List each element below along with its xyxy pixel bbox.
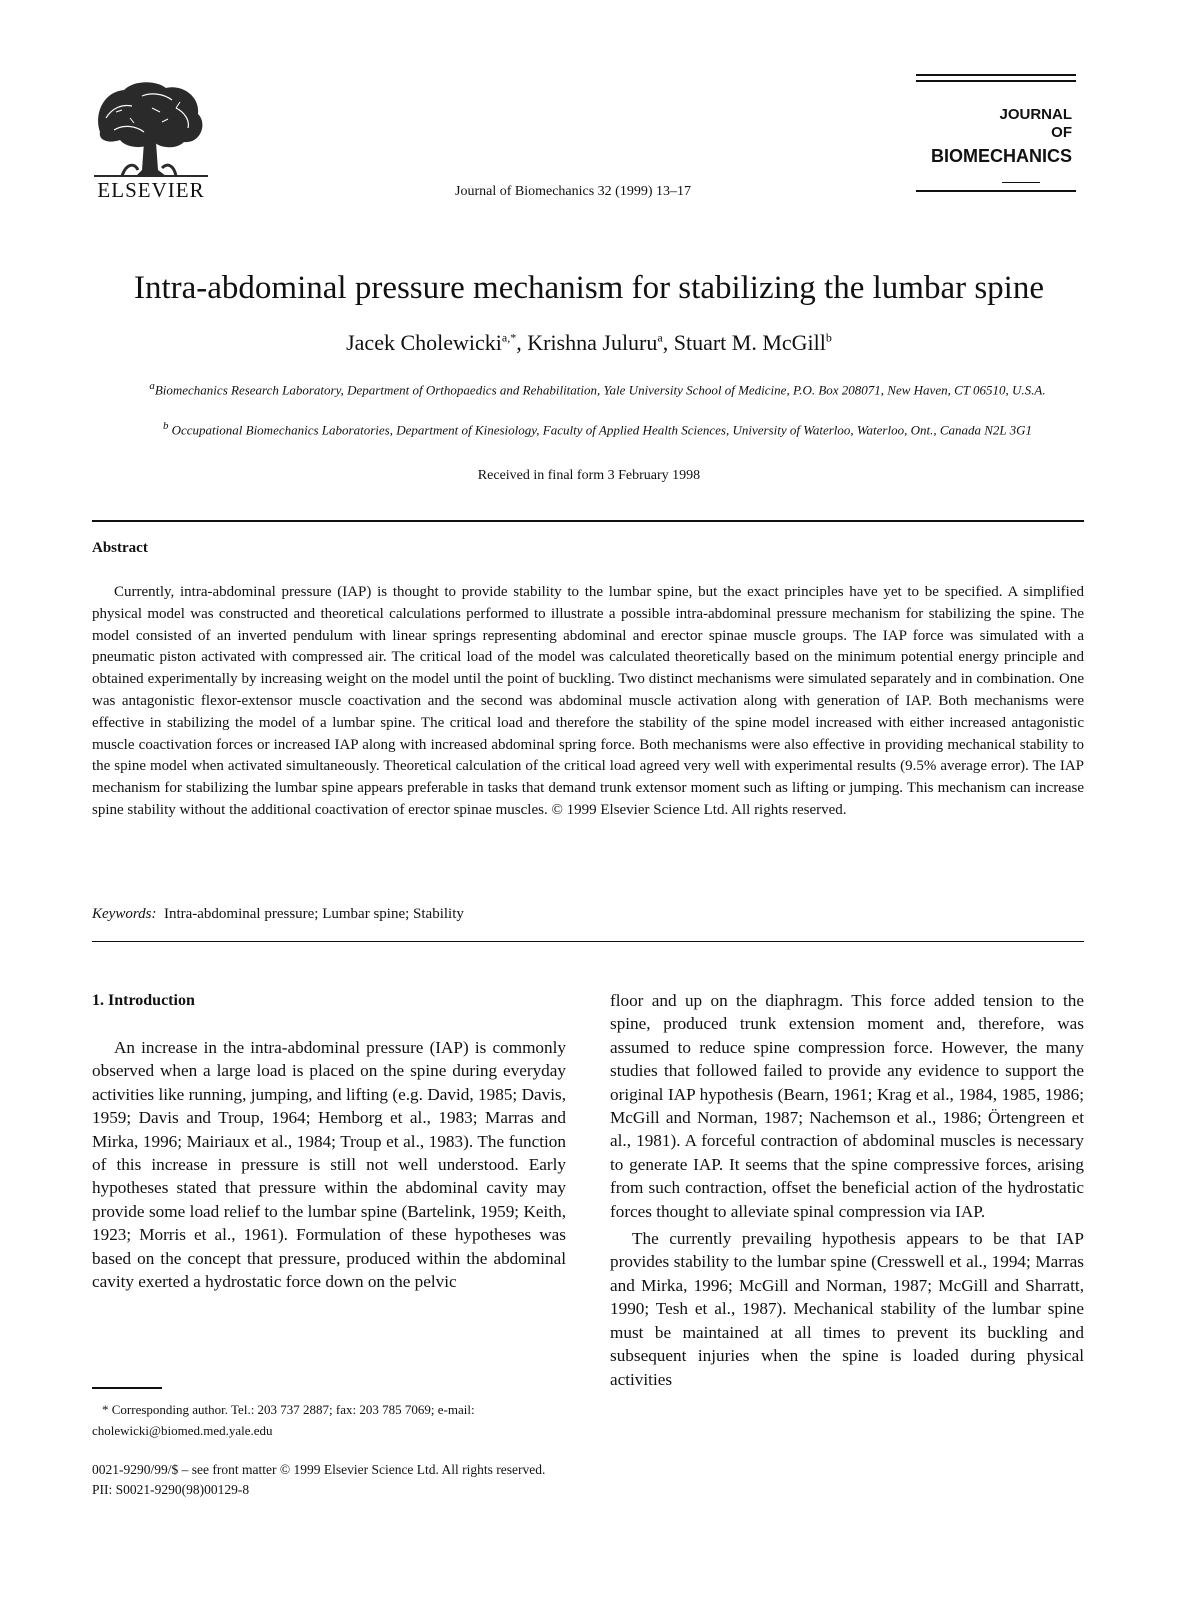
journal-name-line: JOURNAL xyxy=(999,106,1072,123)
affiliation-mark: a xyxy=(149,380,155,392)
affiliation-text: Biomechanics Research Laboratory, Department of Orthopaedics and Rehabilitation, Yale University School of Medicine, P.O. Box 208071, New Haven, CT 06510, U.S.A. xyxy=(154,382,1046,398)
intro-right-column xyxy=(610,989,1084,1391)
keywords xyxy=(92,906,464,923)
elsevier-logo xyxy=(92,78,210,206)
journal-reference: Journal of Biomechanics 32 (1999) 13–17 xyxy=(455,184,692,199)
affiliation-text: Occupational Biomechanics Laboratories, Department of Kinesiology, Faculty of Applied Health Sciences, University of Waterloo, Waterloo, Ont., Canada N2L 3G1 xyxy=(171,422,1033,438)
author-marks: a xyxy=(657,330,663,345)
divider xyxy=(92,941,1084,942)
footnote-rule xyxy=(92,1387,162,1389)
author-name: Krishna Juluru xyxy=(527,330,658,355)
section-heading: 1. Introduction xyxy=(92,992,195,1009)
keywords-text: Intra-abdominal pressure; Lumbar spine; Stability xyxy=(163,906,464,922)
rule xyxy=(916,74,1076,76)
article-title: Intra-abdominal pressure mechanism for stabilizing the lumbar spine xyxy=(134,270,1044,306)
abstract-text: Currently, intra-abdominal pressure (IAP) is thought to provide stability to the lumbar spine, but the exact principles have yet to be specified. A simplified physical model was constructed and theoretical calculations performed to illustrate a possible intra-abdominal pressure mechanism for stabilizing the spine. The model consisted of an inverted pendulum with linear springs representing abdominal and erector spinae muscle groups. The IAP force was simulated with a pneumatic piston activated with compressed air. The critical load of the model was calculated theoretically based on the minimum potential energy principle and obtained experimentally by increasing weight on the model until the point of buckling. Two distinct mechanisms were simulated separately and in combination. One was antagonistic flexor-extensor muscle coactivation and the second was abdominal muscle activation along with generation of IAP. Both mechanisms were effective in stabilizing the model of a lumbar spine. The critical load and therefore the stability of the spine model increased with either increased antagonistic muscle coactivation forces or increased IAP along with increased abdominal spring force. Both mechanisms were also effective in providing mechanical stability to the spine model when activated simultaneously. Theoretical calculation of the critical load agreed very well with experimental results (9.5% average error). The IAP mechanism for stabilizing the lumbar spine appears preferable in tasks that demand trunk extensor moment such as lifting or jumping. This mechanism can increase spine stability without the additional coactivation of erector spinae muscles. © 1999 Elsevier Science Ltd. All rights reserved. xyxy=(92,584,1084,818)
journal-name-line: OF xyxy=(1051,124,1072,141)
author-marks: a,* xyxy=(501,330,517,345)
journal-name-line: BIOMECHANICS xyxy=(930,146,1072,166)
pii-line: PII: S0021-9290(98)00129-8 xyxy=(92,1482,250,1497)
author-name: Jacek Cholewicki xyxy=(346,330,502,355)
rule xyxy=(916,80,1076,82)
copyright-line: 0021-9290/99/$ – see front matter © 1999 Elsevier Science Ltd. All rights reserved. xyxy=(92,1462,546,1477)
footnote: * Corresponding author. Tel.: 203 737 2887; fax: 203 785 7069; e-mail: cholewicki@biomed.med.yale.edu xyxy=(92,1402,475,1438)
divider xyxy=(92,520,1084,522)
author-separator: , xyxy=(662,330,674,355)
author-separator: , xyxy=(516,330,528,355)
rule xyxy=(1002,182,1040,183)
intro-left-column: An increase in the intra-abdominal pressure (IAP) is commonly observed when a large load is placed on the spine during everyday activities like running, jumping, and lifting (e.g. David, 1985; Davis, 1959; Davis and Troup, 1964; Hemborg et al., 1983; Marras and Mirka, 1996; Mairiaux et al., 1984; Troup et al., 1983). The function of this increase in pressure is still not well understood. Early hypotheses stated that pressure within the abdominal cavity may provide some load relief to the lumbar spine (Bartelink, 1959; Keith, 1923; Morris et al., 1961). Formulation of these hypotheses was based on the concept that pressure, produced within the abdominal cavity exerted a hydrostatic force down on the pelvic xyxy=(92,1038,566,1292)
elsevier-tree-icon xyxy=(92,78,210,178)
author-list xyxy=(0,330,1178,356)
paragraph: floor and up on the diaphragm. This force added tension to the spine, produced trunk extension moment and, therefore, was assumed to reduce spine compression force. However, the many studies that followed failed to provide any evidence to support the original IAP hypothesis (Bearn, 1961; Krag et al., 1984, 1985, 1986; McGill and Norman, 1987; Nachemson et al., 1986; Örtengreen et al., 1981). A forceful contraction of abdominal muscles is necessary to generate IAP. It seems that the spine compressive forces, arising from such contraction, offset the beneficial action of the hydrostatic forces thought to alleviate spinal compression via IAP. xyxy=(610,991,1084,1221)
received-date: Received in final form 3 February 1998 xyxy=(477,468,701,483)
author-marks: b xyxy=(825,330,832,345)
paragraph: The currently prevailing hypothesis appears to be that IAP provides stability to the lumbar spine (Cresswell et al., 1994; Marras and Mirka, 1996; McGill and Norman, 1987; McGill and Sharratt, 1990; Tesh et al., 1987). Mechanical stability of the lumbar spine must be maintained at all times to prevent its buckling and subsequent injuries when the spine is loaded during physical activities xyxy=(610,1229,1084,1389)
affiliation xyxy=(125,376,1070,400)
author-name: Stuart M. McGill xyxy=(673,330,826,355)
keywords-label: Keywords: xyxy=(92,906,157,922)
affiliation-mark: b xyxy=(162,420,169,432)
rule xyxy=(916,190,1076,192)
abstract-heading: Abstract xyxy=(92,540,148,556)
affiliation xyxy=(125,416,1070,440)
publisher-name: ELSEVIER xyxy=(97,178,205,202)
journal-name-block xyxy=(916,74,1076,200)
